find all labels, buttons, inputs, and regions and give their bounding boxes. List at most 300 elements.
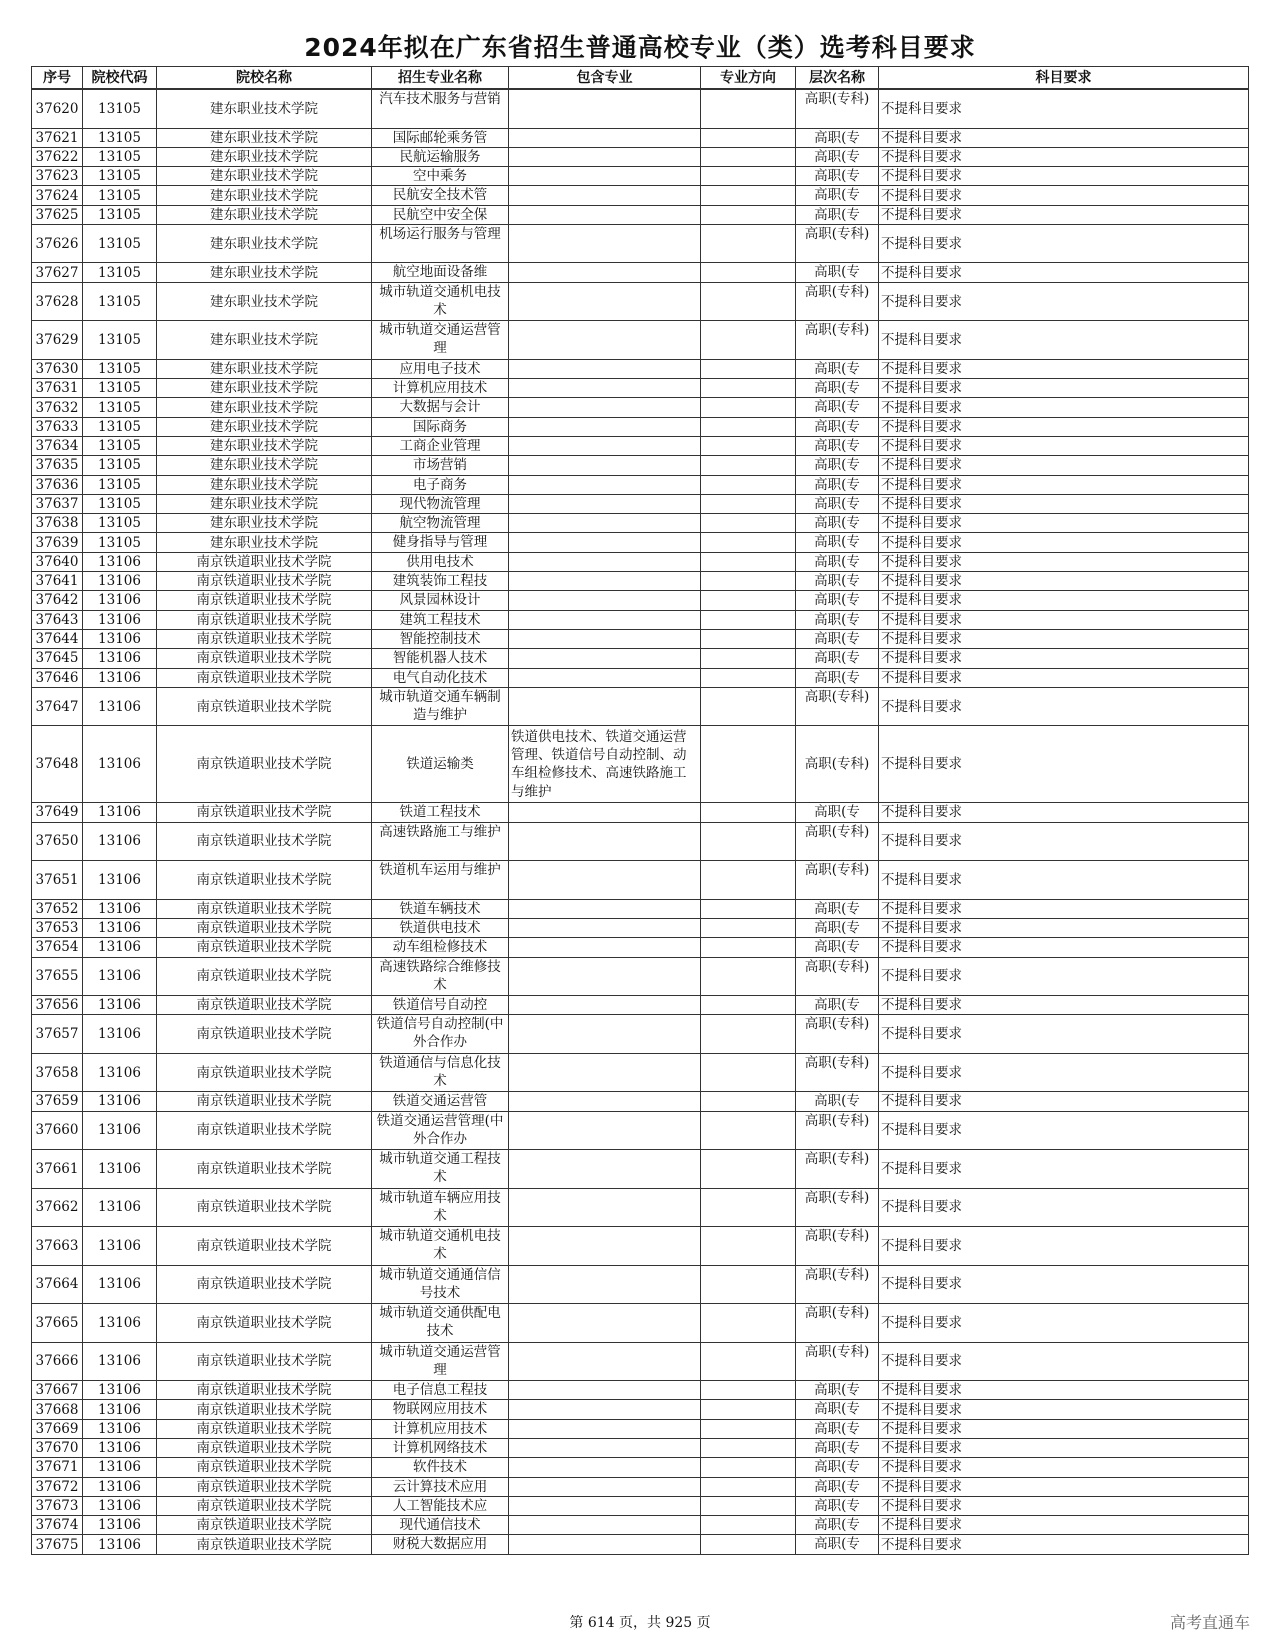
row-requirement bbox=[879, 379, 1249, 398]
row-school-name-text: 南京铁道职业技术学院 bbox=[196, 833, 332, 850]
row-direction bbox=[701, 282, 796, 321]
table-row bbox=[32, 899, 1249, 918]
row-school-name-text: 南京铁道职业技术学院 bbox=[196, 1026, 332, 1043]
row-included-majors bbox=[509, 1496, 701, 1515]
row-included-majors bbox=[509, 147, 701, 166]
row-school-name bbox=[157, 918, 372, 937]
row-requirement-text: 不提科目要求 bbox=[881, 1440, 962, 1457]
row-major-name bbox=[372, 1439, 509, 1458]
row-requirement-text: 不提科目要求 bbox=[881, 900, 962, 917]
row-level-text: 高职(专 bbox=[814, 495, 860, 512]
row-requirement bbox=[879, 1342, 1249, 1381]
row-seq bbox=[32, 1304, 83, 1343]
row-direction bbox=[701, 1342, 796, 1381]
row-requirement-text: 不提科目要求 bbox=[881, 611, 962, 628]
row-seq-text: 37667 bbox=[35, 1382, 79, 1399]
row-level bbox=[796, 1015, 879, 1054]
row-major-name bbox=[372, 822, 509, 861]
row-requirement-text: 不提科目要求 bbox=[881, 804, 962, 821]
table-row bbox=[32, 1419, 1249, 1438]
row-school-code bbox=[83, 1458, 157, 1477]
row-school-code-text: 13106 bbox=[98, 669, 141, 686]
row-requirement bbox=[879, 205, 1249, 224]
row-level-text: 高职(专 bbox=[814, 515, 860, 532]
row-school-name-text: 南京铁道职业技术学院 bbox=[196, 756, 332, 773]
row-seq bbox=[32, 1092, 83, 1111]
row-seq-text: 37663 bbox=[35, 1237, 79, 1254]
table-row bbox=[32, 1092, 1249, 1111]
row-level bbox=[796, 1053, 879, 1092]
row-requirement bbox=[879, 456, 1249, 475]
table-row bbox=[32, 629, 1249, 648]
col-header-direction: 专业方向 bbox=[701, 67, 796, 90]
row-seq bbox=[32, 1053, 83, 1092]
row-school-name bbox=[157, 282, 372, 321]
row-included-majors bbox=[509, 1516, 701, 1535]
table-row bbox=[32, 1535, 1249, 1554]
row-requirement bbox=[879, 629, 1249, 648]
row-seq bbox=[32, 1015, 83, 1054]
row-level bbox=[796, 89, 879, 128]
row-included-majors-text bbox=[511, 572, 698, 590]
row-included-majors bbox=[509, 1439, 701, 1458]
row-school-code-text: 13106 bbox=[98, 592, 141, 609]
row-level bbox=[796, 1188, 879, 1227]
row-school-code bbox=[83, 1477, 157, 1496]
row-level-text: 高职(专 bbox=[814, 1382, 860, 1399]
row-major-name bbox=[372, 1304, 509, 1343]
row-major-name-text: 铁道交通运营管理(中外合作办 bbox=[376, 1112, 504, 1147]
row-major-name-text: 铁道交通运营管 bbox=[392, 1093, 488, 1110]
row-level-text: 高职(专 bbox=[814, 919, 860, 936]
row-school-code-text: 13106 bbox=[98, 1093, 141, 1110]
row-school-name bbox=[157, 822, 372, 861]
table-row bbox=[32, 321, 1249, 360]
row-seq-text: 37664 bbox=[35, 1276, 79, 1293]
row-seq-text: 37669 bbox=[35, 1420, 79, 1437]
row-school-code bbox=[83, 1111, 157, 1150]
row-major-name-text: 电气自动化技术 bbox=[392, 669, 488, 686]
row-level bbox=[796, 1419, 879, 1438]
row-requirement-text: 不提科目要求 bbox=[881, 650, 962, 667]
row-major-name bbox=[372, 205, 509, 224]
row-major-name bbox=[372, 1150, 509, 1189]
row-requirement-text: 不提科目要求 bbox=[881, 833, 962, 850]
row-level-text: 高职(专科) bbox=[804, 1189, 870, 1206]
row-requirement-text: 不提科目要求 bbox=[881, 1160, 962, 1177]
row-level-text: 高职(专 bbox=[814, 1497, 860, 1514]
row-school-name bbox=[157, 899, 372, 918]
row-major-name-text: 应用电子技术 bbox=[399, 360, 481, 377]
row-school-code bbox=[83, 321, 157, 360]
row-direction bbox=[701, 1111, 796, 1150]
row-included-majors-text bbox=[511, 649, 698, 667]
row-school-code bbox=[83, 417, 157, 436]
row-major-name-text: 大数据与会计 bbox=[399, 399, 481, 416]
row-school-name bbox=[157, 224, 372, 263]
row-level-text: 高职(专 bbox=[814, 380, 860, 397]
row-major-name-text: 智能机器人技术 bbox=[392, 650, 488, 667]
row-level bbox=[796, 1516, 879, 1535]
row-seq-text: 37642 bbox=[35, 592, 79, 609]
row-school-code-text: 13105 bbox=[98, 293, 141, 310]
table-row bbox=[32, 822, 1249, 861]
row-major-name-text: 民航安全技术管 bbox=[392, 187, 488, 204]
row-seq bbox=[32, 128, 83, 147]
table-body bbox=[32, 89, 1249, 1554]
row-requirement-text: 不提科目要求 bbox=[881, 438, 962, 455]
row-seq-text: 37658 bbox=[35, 1064, 79, 1081]
row-seq bbox=[32, 494, 83, 513]
row-seq-text: 37647 bbox=[35, 698, 79, 715]
row-seq-text: 37630 bbox=[35, 360, 79, 377]
row-seq bbox=[32, 514, 83, 533]
row-requirement-text: 不提科目要求 bbox=[881, 1353, 962, 1370]
table-row bbox=[32, 186, 1249, 205]
row-direction bbox=[701, 1015, 796, 1054]
row-school-name-text: 建东职业技术学院 bbox=[210, 457, 318, 474]
row-major-name bbox=[372, 475, 509, 494]
row-school-code-text: 13106 bbox=[98, 573, 141, 590]
row-level-text: 高职(专 bbox=[814, 997, 860, 1014]
row-level-text: 高职(专 bbox=[814, 669, 860, 686]
row-requirement bbox=[879, 822, 1249, 861]
row-school-name-text: 建东职业技术学院 bbox=[210, 100, 318, 117]
row-school-code-text: 13106 bbox=[98, 756, 141, 773]
row-school-name-text: 南京铁道职业技术学院 bbox=[196, 1478, 332, 1495]
row-included-majors bbox=[509, 899, 701, 918]
row-direction bbox=[701, 1535, 796, 1554]
row-level bbox=[796, 1535, 879, 1554]
row-level-text: 高职(专 bbox=[814, 939, 860, 956]
row-school-code-text: 13106 bbox=[98, 1517, 141, 1534]
row-included-majors bbox=[509, 1227, 701, 1266]
row-included-majors bbox=[509, 1419, 701, 1438]
row-level bbox=[796, 282, 879, 321]
row-school-name-text: 建东职业技术学院 bbox=[210, 534, 318, 551]
row-seq-text: 37662 bbox=[35, 1199, 79, 1216]
table-row bbox=[32, 533, 1249, 552]
requirements-table bbox=[31, 66, 1249, 1555]
row-school-code bbox=[83, 398, 157, 417]
row-major-name-text: 铁道工程技术 bbox=[399, 804, 481, 821]
row-requirement-text: 不提科目要求 bbox=[881, 1478, 962, 1495]
row-requirement bbox=[879, 1092, 1249, 1111]
row-included-majors bbox=[509, 1342, 701, 1381]
row-level bbox=[796, 552, 879, 571]
row-level-text: 高职(专 bbox=[814, 1536, 860, 1553]
row-school-name-text: 南京铁道职业技术学院 bbox=[196, 1498, 332, 1515]
row-requirement bbox=[879, 591, 1249, 610]
row-included-majors-text bbox=[511, 418, 698, 436]
row-requirement-text: 不提科目要求 bbox=[881, 1026, 962, 1043]
row-level-text: 高职(专 bbox=[814, 1440, 860, 1456]
row-school-name-text: 南京铁道职业技术学院 bbox=[196, 669, 332, 686]
row-seq bbox=[32, 918, 83, 937]
row-requirement bbox=[879, 957, 1249, 996]
row-requirement-text: 不提科目要求 bbox=[881, 939, 962, 956]
row-seq bbox=[32, 1400, 83, 1419]
row-level-text: 高职(专 bbox=[814, 1420, 860, 1437]
table-row bbox=[32, 436, 1249, 455]
row-requirement bbox=[879, 263, 1249, 282]
row-direction bbox=[701, 147, 796, 166]
row-direction bbox=[701, 436, 796, 455]
row-requirement-text: 不提科目要求 bbox=[881, 1517, 962, 1534]
row-included-majors-text bbox=[511, 803, 698, 821]
row-seq-text: 37651 bbox=[35, 871, 79, 888]
row-school-name-text: 南京铁道职业技术学院 bbox=[196, 1122, 332, 1139]
row-seq bbox=[32, 861, 83, 900]
row-included-majors bbox=[509, 1304, 701, 1343]
row-seq-text: 37675 bbox=[35, 1536, 79, 1553]
row-major-name bbox=[372, 514, 509, 533]
row-level-text: 高职(专 bbox=[814, 457, 860, 474]
row-seq bbox=[32, 1458, 83, 1477]
row-school-code-text: 13105 bbox=[98, 235, 141, 252]
row-seq-text: 37655 bbox=[35, 968, 79, 985]
row-seq bbox=[32, 938, 83, 957]
row-school-name-text: 建东职业技术学院 bbox=[210, 206, 318, 223]
row-requirement bbox=[879, 494, 1249, 513]
row-requirement bbox=[879, 398, 1249, 417]
row-seq-text: 37653 bbox=[35, 920, 79, 937]
table-row bbox=[32, 938, 1249, 957]
row-level-text: 高职(专科) bbox=[804, 283, 870, 300]
row-requirement-text: 不提科目要求 bbox=[881, 1064, 962, 1081]
row-level bbox=[796, 591, 879, 610]
row-requirement-text: 不提科目要求 bbox=[881, 553, 962, 570]
row-direction bbox=[701, 359, 796, 378]
row-seq bbox=[32, 417, 83, 436]
row-level-text: 高职(专 bbox=[814, 129, 860, 146]
row-requirement bbox=[879, 687, 1249, 726]
row-school-code bbox=[83, 494, 157, 513]
row-major-name-text: 铁道车辆技术 bbox=[399, 900, 481, 917]
row-requirement-text: 不提科目要求 bbox=[881, 871, 962, 888]
row-major-name-text: 汽车技术服务与营销 bbox=[379, 91, 501, 107]
table-row bbox=[32, 128, 1249, 147]
row-school-name-text: 南京铁道职业技术学院 bbox=[196, 573, 332, 590]
row-major-name-text: 国际邮轮乘务管 bbox=[392, 129, 488, 146]
row-included-majors-text bbox=[511, 1304, 698, 1342]
row-seq-text: 37666 bbox=[35, 1353, 79, 1370]
row-major-name-text: 民航运输服务 bbox=[399, 148, 481, 165]
row-school-code-text: 13105 bbox=[98, 457, 141, 474]
row-major-name-text: 软件技术 bbox=[413, 1459, 467, 1476]
row-school-name bbox=[157, 649, 372, 668]
row-requirement bbox=[879, 1535, 1249, 1554]
row-level-text: 高职(专 bbox=[814, 418, 860, 435]
row-included-majors bbox=[509, 398, 701, 417]
row-major-name bbox=[372, 1458, 509, 1477]
row-included-majors-text bbox=[511, 1535, 698, 1553]
row-major-name bbox=[372, 282, 509, 321]
table-row bbox=[32, 610, 1249, 629]
row-level bbox=[796, 1265, 879, 1304]
row-school-name-text: 南京铁道职业技术学院 bbox=[196, 997, 332, 1014]
row-included-majors-text bbox=[511, 958, 698, 996]
table-row bbox=[32, 1053, 1249, 1092]
row-seq-text: 37628 bbox=[35, 293, 79, 310]
row-school-name-text: 南京铁道职业技术学院 bbox=[196, 900, 332, 917]
row-major-name bbox=[372, 321, 509, 360]
row-level-text: 高职(专科) bbox=[804, 1228, 870, 1245]
row-school-code bbox=[83, 263, 157, 282]
row-school-code-text: 13106 bbox=[98, 1478, 141, 1495]
row-level bbox=[796, 803, 879, 822]
row-school-code-text: 13106 bbox=[98, 1160, 141, 1177]
table-row bbox=[32, 996, 1249, 1015]
row-requirement bbox=[879, 572, 1249, 591]
row-seq bbox=[32, 899, 83, 918]
row-major-name bbox=[372, 687, 509, 726]
row-level-text: 高职(专科) bbox=[804, 862, 870, 879]
row-school-code-text: 13106 bbox=[98, 1440, 141, 1457]
row-level bbox=[796, 224, 879, 263]
row-direction bbox=[701, 861, 796, 900]
row-level bbox=[796, 514, 879, 533]
row-seq-text: 37629 bbox=[35, 332, 79, 349]
row-seq bbox=[32, 263, 83, 282]
row-level-text: 高职(专科) bbox=[804, 1016, 870, 1033]
row-seq-text: 37648 bbox=[35, 756, 79, 773]
row-requirement bbox=[879, 167, 1249, 186]
row-seq bbox=[32, 668, 83, 687]
row-major-name-text: 城市轨道车辆应用技术 bbox=[379, 1189, 501, 1224]
row-level bbox=[796, 1092, 879, 1111]
row-requirement-text: 不提科目要求 bbox=[881, 1314, 962, 1331]
row-school-code-text: 13105 bbox=[98, 100, 141, 117]
row-school-name bbox=[157, 514, 372, 533]
row-seq bbox=[32, 224, 83, 263]
row-level bbox=[796, 1439, 879, 1458]
row-requirement-text: 不提科目要求 bbox=[881, 360, 962, 377]
row-school-name bbox=[157, 1092, 372, 1111]
row-direction bbox=[701, 1419, 796, 1438]
row-included-majors bbox=[509, 205, 701, 224]
row-seq-text: 37627 bbox=[35, 264, 79, 281]
row-requirement bbox=[879, 533, 1249, 552]
row-requirement bbox=[879, 1188, 1249, 1227]
row-major-name bbox=[372, 1092, 509, 1111]
row-level-text: 高职(专科) bbox=[804, 1054, 870, 1071]
row-seq-text: 37620 bbox=[35, 100, 79, 117]
table-row bbox=[32, 167, 1249, 186]
row-seq-text: 37641 bbox=[35, 573, 79, 590]
row-school-code bbox=[83, 1304, 157, 1343]
row-school-name bbox=[157, 1381, 372, 1400]
row-major-name-text: 民航空中安全保 bbox=[392, 206, 488, 223]
table-row bbox=[32, 147, 1249, 166]
row-direction bbox=[701, 1227, 796, 1266]
row-major-name bbox=[372, 918, 509, 937]
row-seq-text: 37673 bbox=[35, 1498, 79, 1515]
row-seq bbox=[32, 205, 83, 224]
col-header-seq: 序号 bbox=[32, 67, 83, 90]
row-major-name-text: 健身指导与管理 bbox=[392, 534, 488, 551]
table-row bbox=[32, 1477, 1249, 1496]
row-school-code bbox=[83, 822, 157, 861]
row-level bbox=[796, 128, 879, 147]
row-major-name-text: 铁道通信与信息化技术 bbox=[379, 1054, 501, 1089]
row-included-majors bbox=[509, 1458, 701, 1477]
row-school-code bbox=[83, 147, 157, 166]
row-seq-text: 37643 bbox=[35, 611, 79, 628]
row-included-majors bbox=[509, 456, 701, 475]
row-seq bbox=[32, 1381, 83, 1400]
row-school-name-text: 南京铁道职业技术学院 bbox=[196, 631, 332, 648]
row-direction bbox=[701, 1458, 796, 1477]
row-school-name bbox=[157, 1304, 372, 1343]
row-included-majors bbox=[509, 1400, 701, 1419]
row-level bbox=[796, 186, 879, 205]
row-level bbox=[796, 1111, 879, 1150]
row-school-name-text: 南京铁道职业技术学院 bbox=[196, 1382, 332, 1399]
row-requirement-text: 不提科目要求 bbox=[881, 418, 962, 435]
row-major-name bbox=[372, 1381, 509, 1400]
row-included-majors bbox=[509, 822, 701, 861]
row-level-text: 高职(专科) bbox=[804, 756, 870, 773]
row-major-name bbox=[372, 1053, 509, 1092]
row-level-text: 高职(专 bbox=[814, 187, 860, 204]
row-direction bbox=[701, 89, 796, 128]
row-seq-text: 37637 bbox=[35, 496, 79, 512]
row-school-name bbox=[157, 128, 372, 147]
row-level-text: 高职(专 bbox=[814, 630, 860, 647]
row-major-name-text: 现代物流管理 bbox=[399, 495, 481, 512]
table-row bbox=[32, 1150, 1249, 1189]
row-direction bbox=[701, 918, 796, 937]
row-included-majors-text bbox=[511, 206, 698, 224]
table-row bbox=[32, 1304, 1249, 1343]
row-direction bbox=[701, 610, 796, 629]
row-requirement-text: 不提科目要求 bbox=[881, 476, 962, 493]
row-major-name-text: 城市轨道交通运营管理 bbox=[379, 322, 501, 357]
row-requirement-text: 不提科目要求 bbox=[881, 515, 962, 532]
row-major-name bbox=[372, 629, 509, 648]
row-level bbox=[796, 456, 879, 475]
row-requirement-text: 不提科目要求 bbox=[881, 148, 962, 165]
row-direction bbox=[701, 417, 796, 436]
row-school-code bbox=[83, 629, 157, 648]
row-included-majors-text bbox=[511, 379, 698, 397]
row-level-text: 高职(专 bbox=[814, 399, 860, 416]
row-included-majors bbox=[509, 552, 701, 571]
row-included-majors-text bbox=[511, 1381, 698, 1399]
row-level bbox=[796, 822, 879, 861]
row-level bbox=[796, 1496, 879, 1515]
row-included-majors-text bbox=[511, 225, 698, 263]
row-seq-text: 37652 bbox=[35, 900, 79, 917]
row-school-code-text: 13106 bbox=[98, 611, 141, 628]
row-level bbox=[796, 436, 879, 455]
row-direction bbox=[701, 533, 796, 552]
row-seq bbox=[32, 321, 83, 360]
row-requirement bbox=[879, 321, 1249, 360]
row-level bbox=[796, 1304, 879, 1343]
row-school-code-text: 13105 bbox=[98, 264, 141, 281]
row-major-name bbox=[372, 186, 509, 205]
row-school-code-text: 13106 bbox=[98, 1199, 141, 1216]
row-included-majors bbox=[509, 1092, 701, 1111]
table-row bbox=[32, 687, 1249, 726]
row-seq bbox=[32, 1477, 83, 1496]
row-major-name bbox=[372, 417, 509, 436]
row-level bbox=[796, 610, 879, 629]
row-direction bbox=[701, 1092, 796, 1111]
row-major-name-text: 航空地面设备维 bbox=[392, 264, 488, 281]
